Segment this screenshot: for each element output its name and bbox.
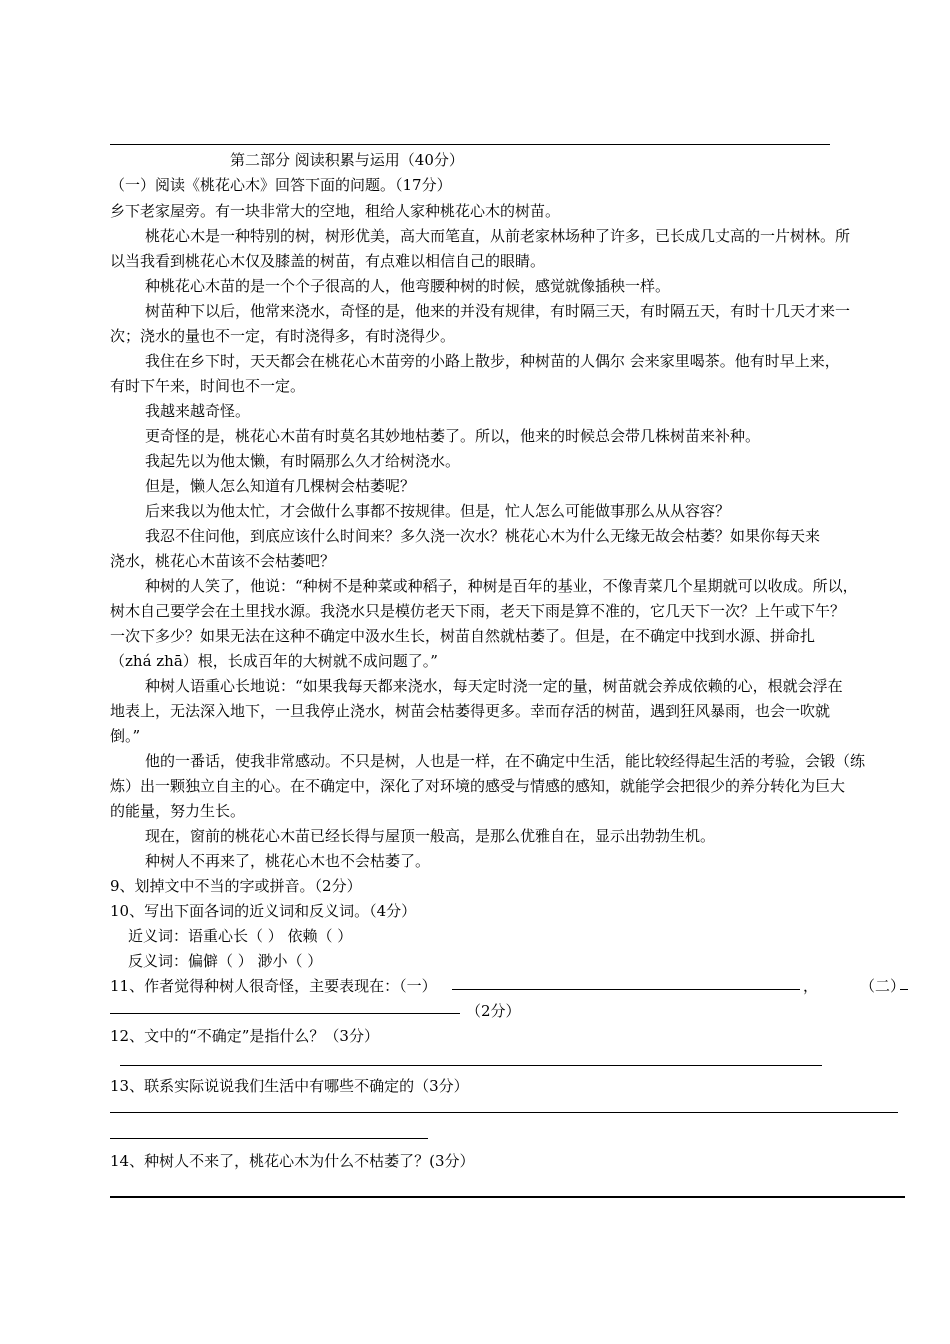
passage-line: 但是，懒人怎么知道有几棵树会枯萎呢？ (145, 477, 416, 495)
passage-line: 树苗种下以后，他常来浇水，奇怪的是，他来的并没有规律，有时隔三天，有时隔五天，有时十几天才来一 (145, 302, 851, 320)
passage-line: 更奇怪的是，桃花心木苗有时莫名其妙地枯萎了。所以，他来的时候总会带几株树苗来补种。 (145, 427, 761, 445)
question-11-second: （二） (860, 977, 906, 995)
section-title: 第二部分 阅读积累与运用（40分） (230, 151, 464, 169)
part-heading: （一）阅读《桃花心木》回答下面的问题。（17分） (110, 176, 452, 194)
passage-line: 种树人语重心长地说：“如果我每天都来浇水，每天定时浇一定的量，树苗就会养成依赖的心，根就会浮在 (145, 677, 843, 695)
passage-line: 次；浇水的量也不一定，有时浇得多，有时浇得少。 (110, 327, 456, 345)
passage-line: （zhá zhā）根，长成百年的大树就不成问题了。” (110, 652, 438, 670)
passage-line: 后来我以为他太忙，才会做什么事都不按规律。但是，忙人怎么可能做事那么从从容容？ (145, 502, 731, 520)
answer-line-11-2a[interactable] (900, 975, 908, 990)
passage-line: 我起先以为他太懒，有时隔那么久才给树浇水。 (145, 452, 461, 470)
passage-line: 地表上，无法深入地下，一旦我停止浇水，树苗会枯萎得更多。幸而存活的树苗，遇到狂风暴雨，也会一吹就 (110, 702, 831, 720)
question-10-synonyms[interactable]: 近义词：语重心长（ ） 依赖（ ） (128, 927, 353, 945)
passage-line: 浇水，桃花心木苗该不会枯萎吧？ (110, 552, 336, 570)
passage-line: 乡下老家屋旁。有一块非常大的空地，租给人家种桃花心木的树苗。 (110, 202, 561, 220)
question-10: 10、写出下面各词的近义词和反义词。（4分） (110, 902, 417, 920)
passage-line: 有时下午来，时间也不一定。 (110, 377, 306, 395)
question-11-comma: ， (803, 977, 819, 995)
passage-line: 现在，窗前的桃花心木苗已经长得与屋顶一般高，是那么优雅自在，显示出勃勃生机。 (145, 827, 716, 845)
passage-line: 炼）出一颗独立自主的心。在不确定中，深化了对环境的感受与情感的感知，就能学会把很少的养分转化为巨大 (110, 777, 846, 795)
passage-line: 他的一番话，使我非常感动。不只是树，人也是一样，在不确定中生活，能比较经得起生活的考验，会锻（练 (145, 752, 866, 770)
question-12: 12、文中的“不确定”是指什么？（3分） (110, 1027, 379, 1045)
passage-line: 我越来越奇怪。 (145, 402, 251, 420)
top-rule (110, 144, 830, 145)
passage-line: 一次下多少？如果无法在这种不确定中汲水生长，树苗自然就枯萎了。但是，在不确定中找到水源、拼命扎 (110, 627, 816, 645)
question-9: 9、划掉文中不当的字或拼音。（2分） (110, 877, 362, 895)
answer-line-12[interactable] (120, 1065, 822, 1066)
answer-line-11-2b[interactable] (110, 999, 460, 1014)
passage-line: 种树人不再来了，桃花心木也不会枯萎了。 (145, 852, 431, 870)
answer-line-11-1[interactable] (452, 975, 800, 990)
passage-line: 以当我看到桃花心木仅及膝盖的树苗，有点难以相信自己的眼睛。 (110, 252, 546, 270)
question-10-antonyms[interactable]: 反义词：偏僻（ ） 渺小（ ） (128, 952, 323, 970)
answer-line-13-2[interactable] (110, 1138, 428, 1139)
passage-line: 种桃花心木苗的是一个个子很高的人，他弯腰种树的时候，感觉就像插秧一样。 (145, 277, 671, 295)
answer-line-13-1[interactable] (110, 1112, 898, 1113)
passage-line: 桃花心木是一种特别的树，树形优美，高大而笔直，从前老家林场种了许多，已长成几丈高的一片树林。所 (145, 227, 851, 245)
question-14: 14、种树人不来了，桃花心木为什么不枯萎了？(3分） (110, 1152, 475, 1170)
passage-line: 我忍不住问他，到底应该什么时间来？多久浇一次水？桃花心木为什么无缘无故会枯萎？如果你每天来 (145, 527, 821, 545)
question-11-score: （2分） (466, 1002, 521, 1020)
passage-line: 我住在乡下时，天天都会在桃花心木苗旁的小路上散步，种树苗的人偶尔 会来家里喝茶。他有时早上来， (145, 352, 840, 370)
passage-line: 倒。” (110, 727, 141, 745)
passage-line: 树木自己要学会在土里找水源。我浇水只是模仿老天下雨，老天下雨是算不准的，它几天下一次？上午或下午？ (110, 602, 846, 620)
passage-line: 种树的人笑了，他说：“种树不是种菜或种稻子，种树是百年的基业，不像青菜几个星期就可以收成。所以， (145, 577, 858, 595)
passage-line: 的能量，努力生长。 (110, 802, 246, 820)
question-13: 13、联系实际说说我们生活中有哪些不确定的（3分） (110, 1077, 469, 1095)
bottom-rule (110, 1196, 905, 1198)
question-11: 11、作者觉得种树人很奇怪，主要表现在：（一） (110, 977, 437, 995)
